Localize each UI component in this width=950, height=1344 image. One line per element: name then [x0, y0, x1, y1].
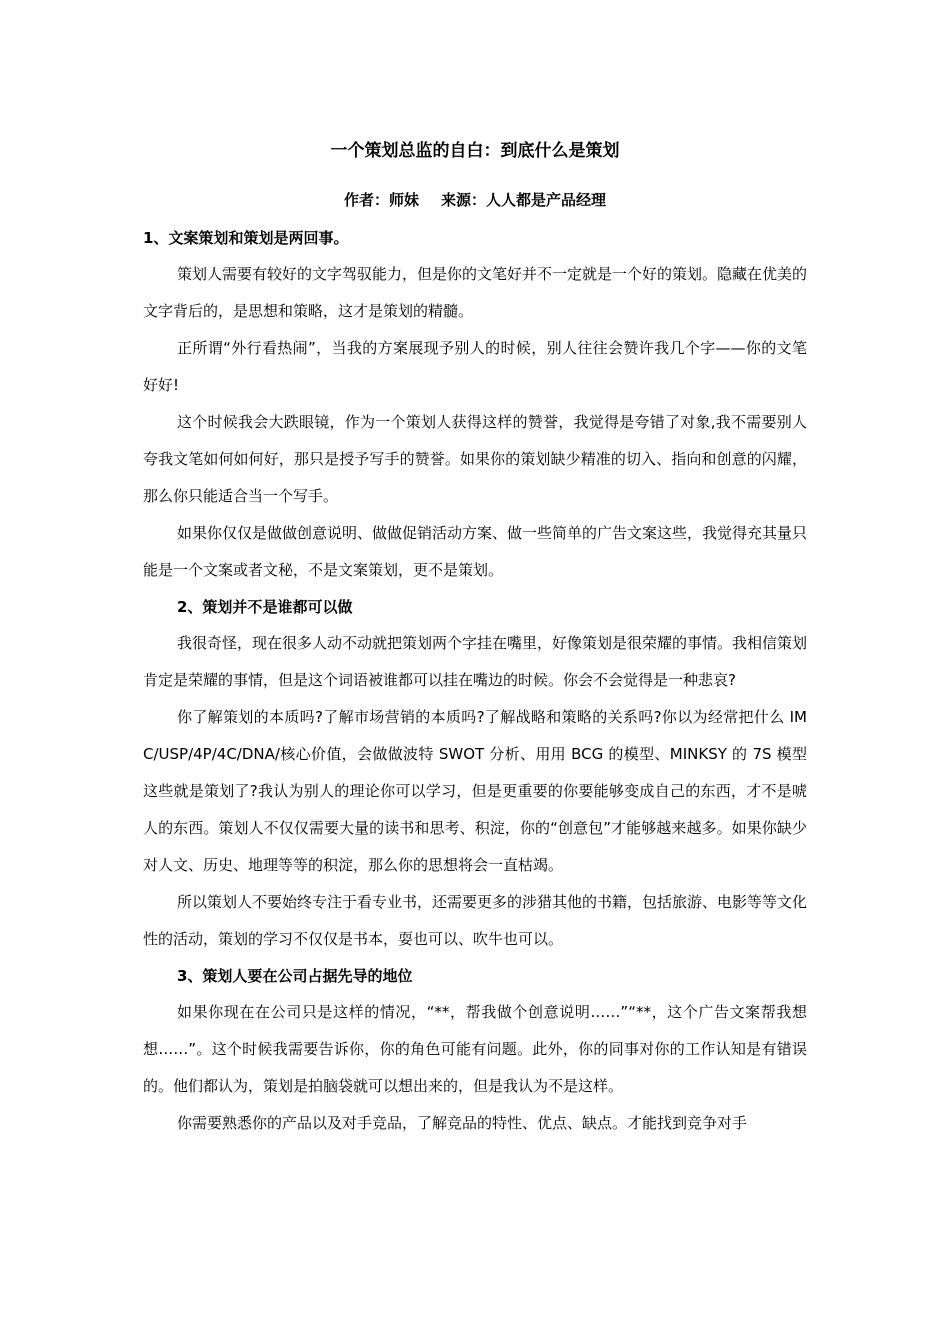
paragraph: 所以策划人不要始终专注于看专业书，还需要更多的涉猎其他的书籍，包括旅游、电影等等文化性的活动，策划的学习不仅仅是书本，耍也可以、吹牛也可以。: [143, 893, 808, 948]
paragraph: 正所谓“外行看热闹”，当我的方案展现予别人的时候，别人往往会赞许我几个字——你的文笔好好!: [143, 339, 807, 394]
paragraph: 如果你现在在公司只是这样的情况，“**，帮我做个创意说明……”“**，这个广告文案帮我想想……”。这个时候我需要告诉你，你的角色可能有问题。此外，你的同事对你的工作认知是有错误的。他们都认为，策划是拍脑袋就可以想出来的，但是我认为不是这样。: [143, 1003, 807, 1095]
document-page: [143, 136, 807, 1142]
paragraph: 策划人需要有较好的文字驾驭能力，但是你的文笔好并不一定就是一个好的策划。隐藏在优美的文字背后的，是思想和策略，这才是策划的精髓。: [143, 265, 808, 320]
paragraph: 你了解策划的本质吗?了解市场营销的本质吗?了解战略和策略的关系吗?你以为经常把什么 IMC/USP/4P/4C/DNA/核心价值，会做做波特 SWOT 分析、用用 BCG 的模型、MINKSY 的 7S 模型这些就是策划了?我认为别人的理论你可以学习，但是更重要的你要能够变成自己的东西，才不是唬人的东西。策划人不仅仅需要大量的读书和思考、积淀，你的“创意包”才能够越来越多。如果你缺少对人文、历史、地理等等的积淀，那么你的思想将会一直枯竭。: [143, 708, 807, 874]
byline-author: 作者：师妹: [343, 191, 419, 209]
section-heading: 3、策划人要在公司占据先导的地位: [177, 967, 413, 985]
document-title: 一个策划总监的自白：到底什么是策划: [330, 141, 620, 161]
section-heading: 2、策划并不是谁都可以做: [177, 598, 353, 616]
paragraph: 我很奇怪，现在很多人动不动就把策划两个字挂在嘴里，好像策划是很荣耀的事情。我相信策划肯定是荣耀的事情，但是这个词语被谁都可以挂在嘴边的时候。你会不会觉得是一种悲哀?: [143, 634, 808, 689]
paragraph: 如果你仅仅是做做创意说明、做做促销活动方案、做一些简单的广告文案这些，我觉得充其量只能是一个文案或者文秘，不是文案策划，更不是策划。: [143, 524, 808, 579]
byline: [143, 185, 807, 215]
paragraph: 这个时候我会大跌眼镜，作为一个策划人获得这样的赞誉，我觉得是夸错了对象,我不需要别人夸我文笔如何如何好，那只是授予写手的赞誉。如果你的策划缺少精准的切入、指向和创意的闪耀，那么你只能适合当一个写手。: [143, 413, 807, 505]
section-heading: 1、文案策划和策划是两回事。: [143, 229, 349, 247]
paragraph: 你需要熟悉你的产品以及对手竞品，了解竞品的特性、优点、缺点。才能找到竞争对手: [177, 1114, 748, 1132]
byline-source: 来源：人人都是产品经理: [441, 191, 607, 209]
